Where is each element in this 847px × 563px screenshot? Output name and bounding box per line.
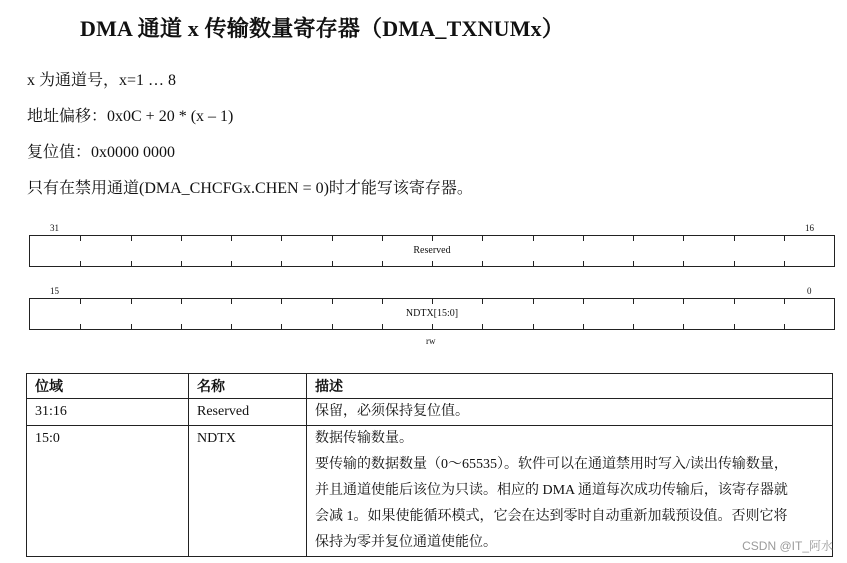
description-line: 保持为零并复位通道使能位。 — [315, 535, 497, 550]
ndtx-field: NDTX[15:0] — [405, 308, 459, 319]
bit-divider-tick — [80, 261, 81, 266]
bit-divider-tick — [281, 299, 282, 304]
bit-divider-tick — [181, 261, 182, 266]
bit-divider-tick — [432, 299, 433, 304]
watermark: CSDN @IT_阿水 — [742, 539, 833, 553]
bit-divider-tick — [533, 261, 534, 266]
bit-divider-tick — [734, 324, 735, 329]
bit-divider-tick — [131, 299, 132, 304]
bit-divider-tick — [80, 299, 81, 304]
description-line: 数据传输数量。 — [315, 431, 413, 446]
access-type: rw — [426, 336, 436, 346]
bit-divider-tick — [583, 261, 584, 266]
bit-divider-tick — [231, 261, 232, 266]
register-lower-half — [29, 298, 835, 330]
bit-field-table — [26, 373, 833, 557]
bit-divider-tick — [482, 299, 483, 304]
bit-divider-tick — [131, 236, 132, 241]
page-title: DMA 通道 x 传输数量寄存器（DMA_TXNUMx） — [80, 16, 565, 41]
bit-divider-tick — [482, 261, 483, 266]
description-line: 要传输的数据数量（0～65535）。软件可以在通道禁用时写入/读出传输数量， — [315, 457, 788, 472]
bit-divider-tick — [533, 299, 534, 304]
bit-divider-tick — [332, 236, 333, 241]
bit-divider-tick — [482, 324, 483, 329]
bit-divider-tick — [382, 324, 383, 329]
bit-16-label: 16 — [805, 223, 814, 233]
bit-divider-tick — [432, 236, 433, 241]
bit-divider-tick — [332, 324, 333, 329]
cell-description — [307, 399, 833, 426]
bit-divider-tick — [633, 236, 634, 241]
bit-divider-tick — [583, 324, 584, 329]
bit-15-label: 15 — [50, 286, 59, 296]
bit-divider-tick — [784, 236, 785, 241]
table-row — [27, 399, 833, 426]
bit-divider-tick — [231, 236, 232, 241]
bit-divider-tick — [683, 324, 684, 329]
bit-31-label: 31 — [50, 223, 59, 233]
bit-divider-tick — [181, 236, 182, 241]
description-line: 会减 1。如果使能循环模式，它会在达到零时自动重新加载预设值。否则它将 — [315, 509, 788, 524]
bit-divider-tick — [633, 299, 634, 304]
channel-note: x 为通道号，x=1 … 8 — [27, 72, 177, 89]
bit-divider-tick — [533, 236, 534, 241]
reset-value: 复位值：0x0000 0000 — [27, 144, 176, 161]
description-line: 保留，必须保持复位值。 — [315, 404, 469, 419]
header-name: 名称 — [189, 374, 307, 399]
bit-divider-tick — [533, 324, 534, 329]
bit-divider-tick — [131, 261, 132, 266]
bit-divider-tick — [683, 236, 684, 241]
bit-divider-tick — [332, 299, 333, 304]
header-description: 描述 — [307, 374, 833, 399]
bit-divider-tick — [80, 324, 81, 329]
bit-divider-tick — [181, 299, 182, 304]
bit-divider-tick — [432, 324, 433, 329]
bit-divider-tick — [784, 324, 785, 329]
bit-divider-tick — [432, 261, 433, 266]
bit-divider-tick — [281, 236, 282, 241]
bit-divider-tick — [231, 324, 232, 329]
bit-divider-tick — [734, 236, 735, 241]
bit-divider-tick — [482, 236, 483, 241]
bit-divider-tick — [181, 324, 182, 329]
bit-divider-tick — [131, 324, 132, 329]
table-header-row — [27, 374, 833, 399]
header-bits: 位域 — [27, 374, 189, 399]
bit-divider-tick — [332, 261, 333, 266]
table-row — [27, 426, 833, 557]
bit-0-label: 0 — [807, 286, 812, 296]
bit-divider-tick — [734, 261, 735, 266]
address-offset: 地址偏移：0x0C + 20 * (x – 1) — [27, 108, 234, 125]
bit-divider-tick — [583, 236, 584, 241]
bit-divider-tick — [382, 299, 383, 304]
bit-divider-tick — [231, 299, 232, 304]
cell-bits: 15:0 — [27, 426, 189, 557]
bit-divider-tick — [382, 261, 383, 266]
reserved-field: Reserved — [413, 245, 451, 256]
bit-divider-tick — [734, 299, 735, 304]
bit-divider-tick — [583, 299, 584, 304]
bit-divider-tick — [784, 299, 785, 304]
register-upper-half — [29, 235, 835, 267]
bit-divider-tick — [382, 236, 383, 241]
bit-divider-tick — [281, 324, 282, 329]
bit-divider-tick — [683, 299, 684, 304]
bit-divider-tick — [633, 261, 634, 266]
write-condition-note: 只有在禁用通道(DMA_CHCFGx.CHEN = 0)时才能写该寄存器。 — [27, 180, 473, 197]
cell-name: Reserved — [189, 399, 307, 426]
bit-divider-tick — [784, 261, 785, 266]
cell-name: NDTX — [189, 426, 307, 557]
bit-divider-tick — [80, 236, 81, 241]
bit-divider-tick — [683, 261, 684, 266]
bit-divider-tick — [281, 261, 282, 266]
bit-divider-tick — [633, 324, 634, 329]
description-line: 并且通道使能后该位为只读。相应的 DMA 通道每次成功传输后，该寄存器就 — [315, 483, 788, 498]
cell-bits: 31:16 — [27, 399, 189, 426]
